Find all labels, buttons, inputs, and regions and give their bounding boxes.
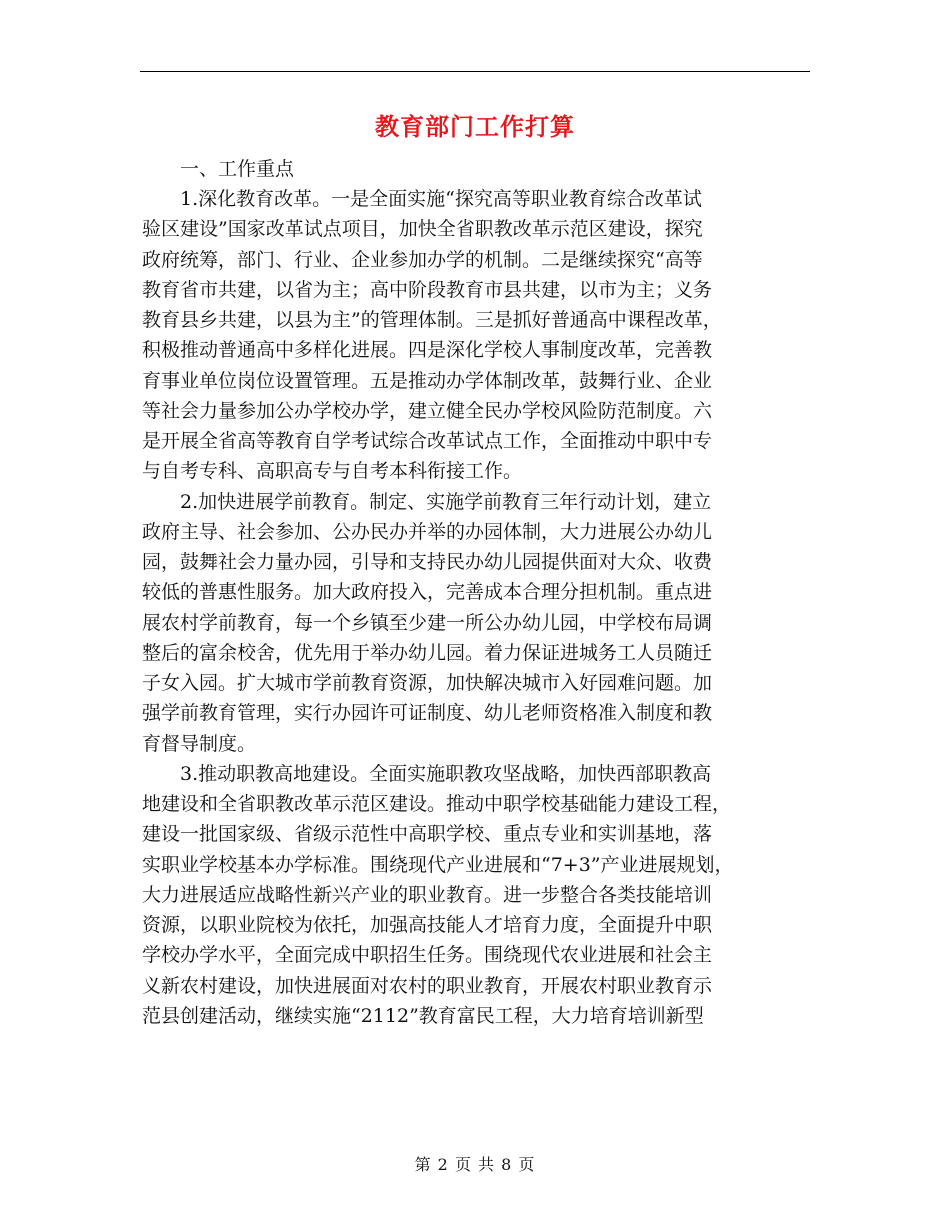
paragraph-line: 积极推动普通高中多样化进展。四是深化学校人事制度改革，完善教 [142, 339, 713, 362]
document-body [142, 154, 810, 1031]
paragraph-line: 园，鼓舞社会力量办园，引导和支持民办幼儿园提供面对大众、收费 [142, 551, 713, 573]
paragraph [142, 759, 810, 1031]
paragraphs-container [142, 184, 810, 1031]
paragraph-line: 3.推动职教高地建设。全面实施职教攻坚战略，加快西部职教高 [180, 762, 712, 785]
section-heading: 一、工作重点 [180, 158, 295, 180]
page-number: 第 2 页 共 8 页 [414, 1155, 536, 1174]
paragraph-line: 政府主导、社会参加、公办民办并举的办园体制，大力进展公办幼儿 [142, 520, 713, 543]
document-title: 教育部门工作打算 [375, 112, 575, 141]
paragraph-line: 2.加快进展学前教育。制定、实施学前教育三年行动计划，建立 [180, 490, 712, 513]
paragraph-line: 是开展全省高等教育自学考试综合改革试点工作，全面推动中职中专 [142, 430, 713, 452]
paragraph [142, 184, 810, 487]
paragraph-line: 与自考专科、高职高专与自考本科衔接工作。 [142, 460, 523, 483]
paragraph-line: 教育省市共建，以省为主；高中阶段教育市县共建，以市为主；义务 [142, 278, 713, 301]
paragraph-line: 强学前教育管理，实行办园许可证制度、幼儿老师资格准入制度和教 [142, 702, 713, 725]
paragraph-line: 政府统筹，部门、行业、企业参加办学的机制。二是继续探究“高等 [142, 248, 703, 271]
paragraph-line: 育事业单位岗位设置管理。五是推动办学体制改革，鼓舞行业、企业 [142, 369, 713, 392]
paragraph-line: 学校办学水平，全面完成中职招生任务。围绕现代农业进展和社会主 [142, 944, 713, 967]
paragraph-line: 验区建设”国家改革试点项目，加快全省职教改革示范区建设，探究 [142, 218, 703, 241]
paragraph-line: 义新农村建设，加快进展面对农村的职业教育，开展农村职业教育示 [142, 974, 713, 997]
paragraph [142, 487, 810, 759]
paragraph-line: 建设一批国家级、省级示范性中高职学校、重点专业和实训基地，落 [142, 823, 713, 846]
header-rule [140, 71, 810, 72]
paragraph-line: 等社会力量参加公办学校办学，建立健全民办学校风险防范制度。六 [142, 399, 713, 422]
paragraph-line: 范县创建活动，继续实施“2112”教育富民工程，大力培育培训新型 [142, 1004, 704, 1027]
paragraph-line: 整后的富余校舍，优先用于举办幼儿园。着力保证进城务工人员随迁 [142, 641, 713, 664]
paragraph-line: 地建设和全省职教改革示范区建设。推动中职学校基础能力建设工程， [142, 793, 732, 815]
paragraph-line: 1.深化教育改革。一是全面实施“探究高等职业教育综合改革试 [180, 188, 702, 210]
paragraph-line: 资源，以职业院校为依托，加强高技能人才培育力度，全面提升中职 [142, 914, 713, 936]
paragraph-line: 育督导制度。 [142, 732, 257, 755]
paragraph-line: 较低的普惠性服务。加大政府投入，完善成本合理分担机制。重点进 [142, 581, 713, 604]
paragraph-line: 大力进展适应战略性新兴产业的职业教育。进一步整合各类技能培训 [142, 883, 713, 906]
paragraph-line: 教育县乡共建，以县为主”的管理体制。三是抓好普通高中课程改革， [142, 309, 722, 331]
paragraph-line: 展农村学前教育，每一个乡镇至少建一所公办幼儿园，中学校布局调 [142, 611, 713, 634]
paragraph-line: 子女入园。扩大城市学前教育资源，加快解决城市入好园难问题。加 [142, 672, 713, 694]
paragraph-line: 实职业学校基本办学标准。围绕现代产业进展和“7+3”产业进展规划， [142, 853, 734, 876]
